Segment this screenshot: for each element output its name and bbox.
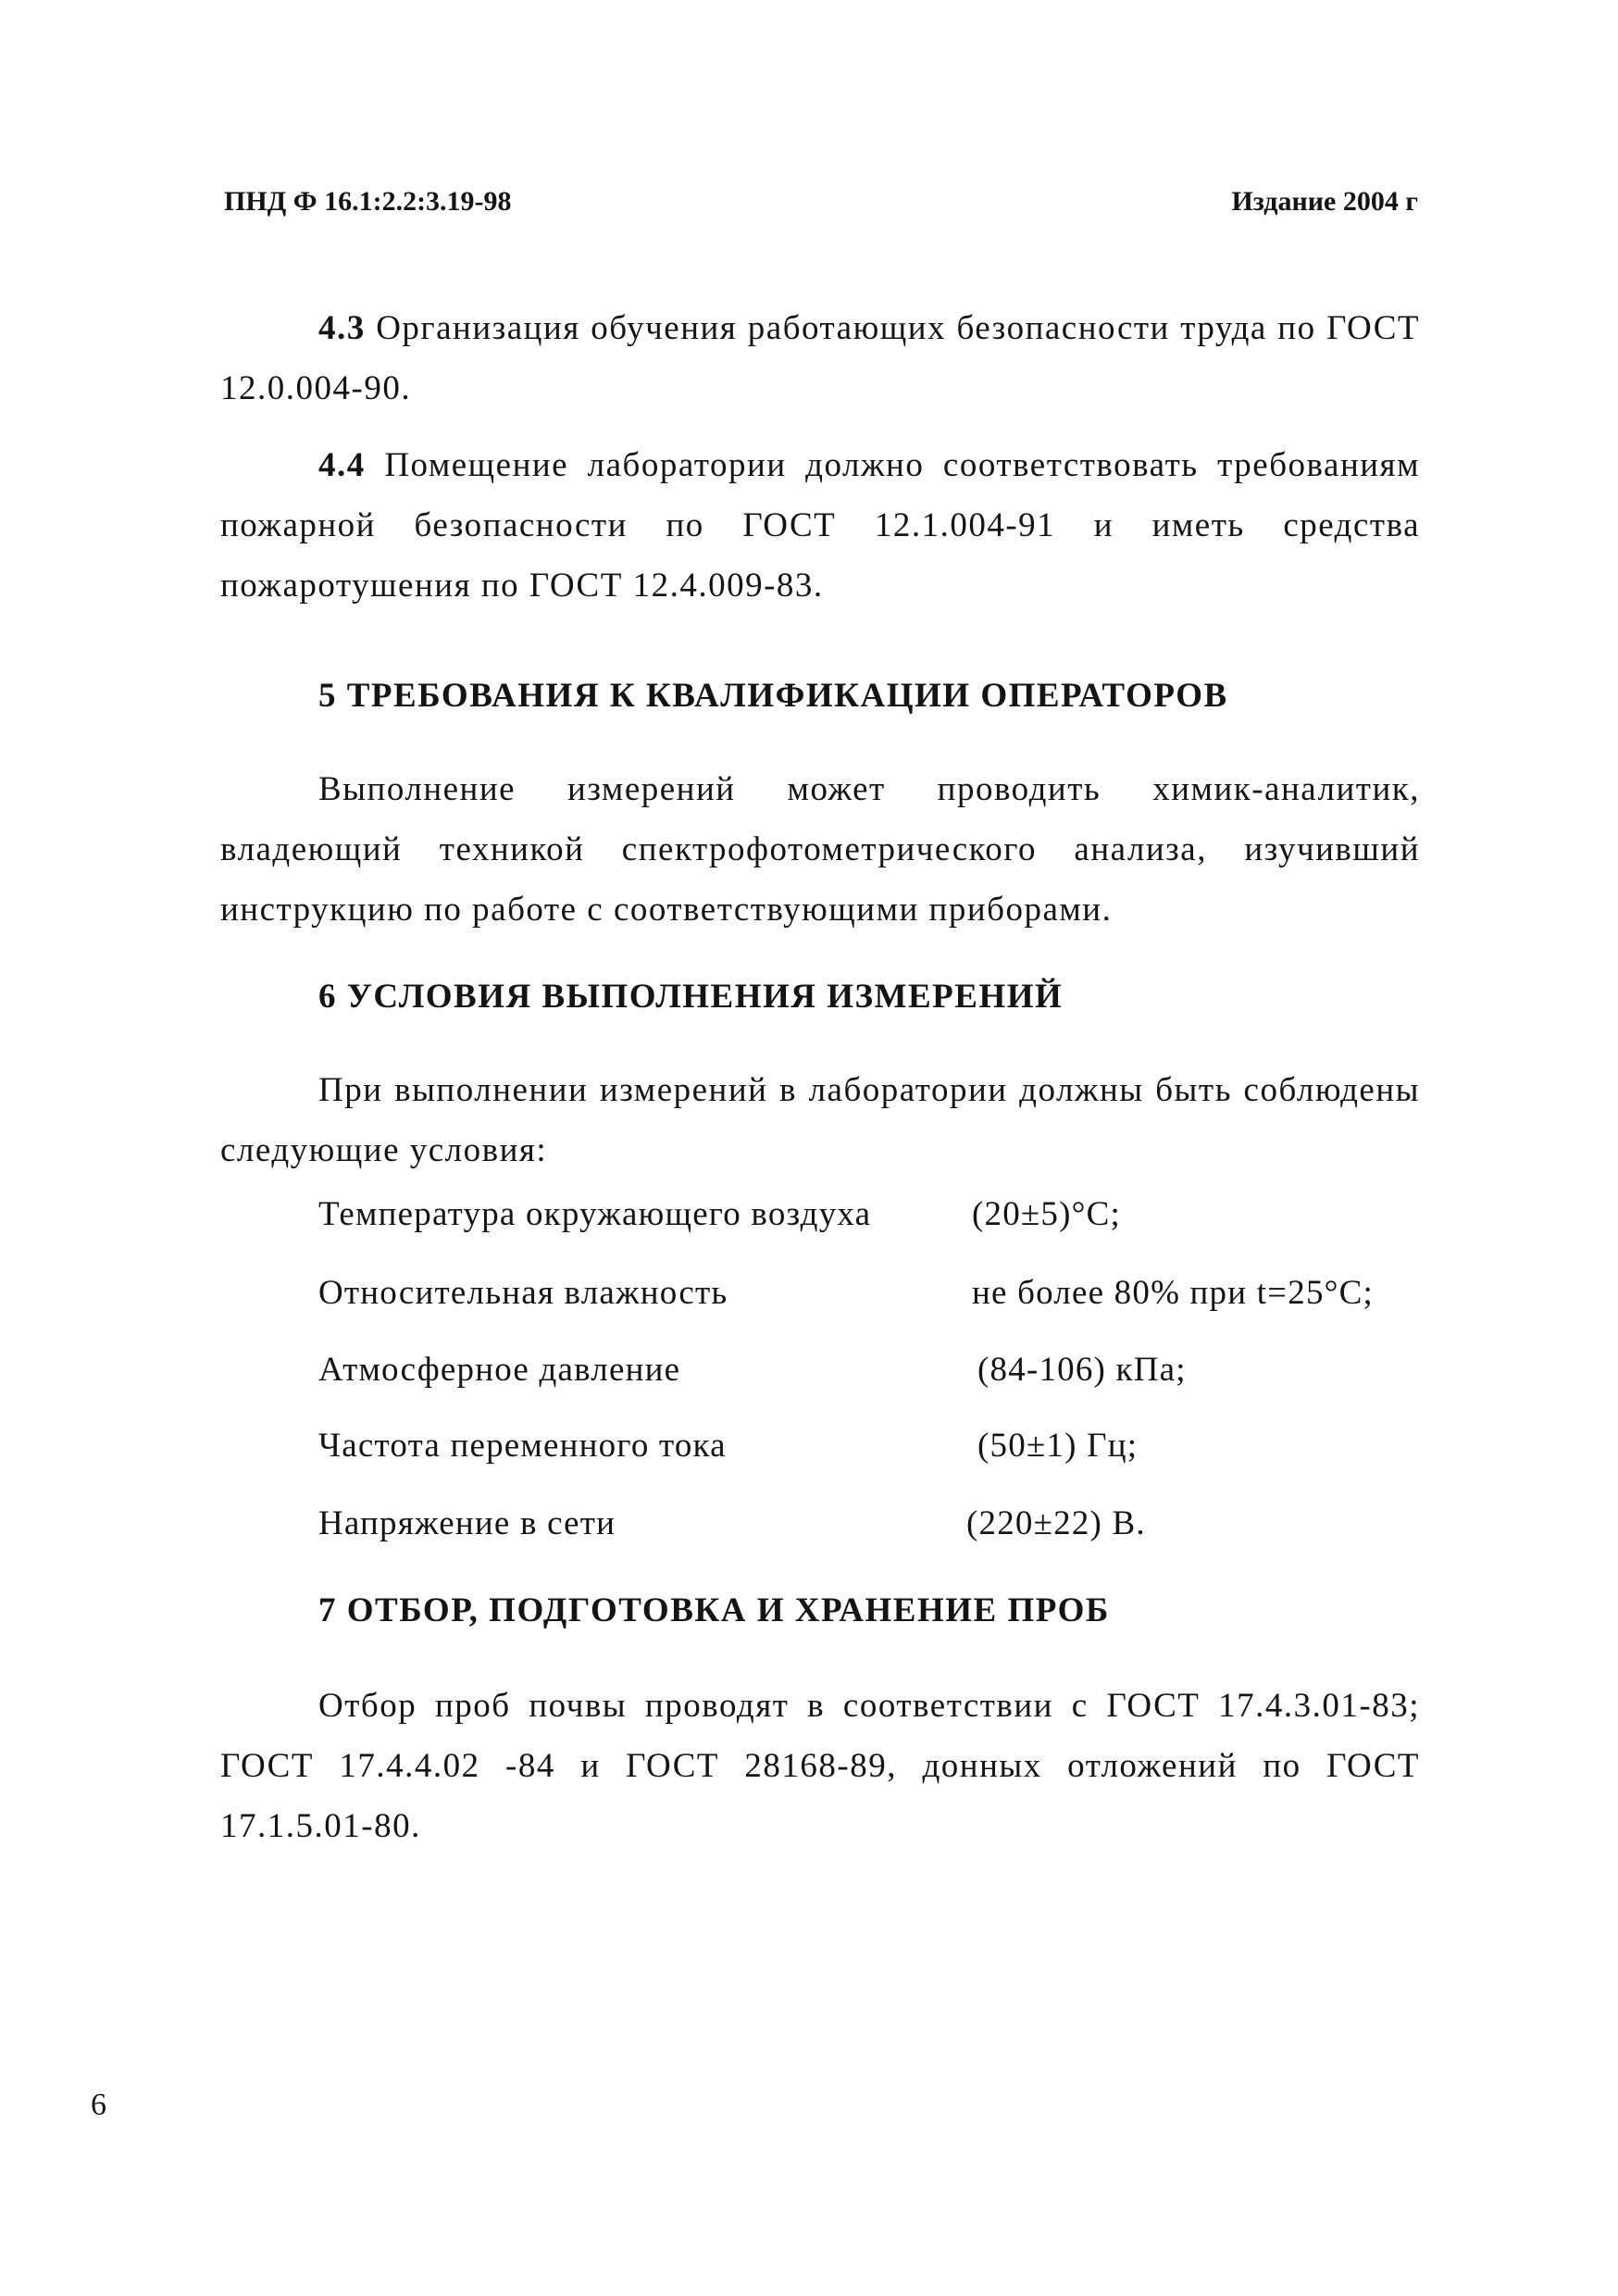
condition-value: (20±5)°С;: [972, 1195, 1122, 1233]
section-6-heading: 6 УСЛОВИЯ ВЫПОЛНЕНИЯ ИЗМЕРЕНИЙ: [318, 978, 1064, 1016]
condition-value: (84-106) кПа;: [977, 1351, 1187, 1389]
paragraph-text: Выполнение измерений может проводить химик-аналитик, владеющий техникой спектрофотометрического анализа, изучивший инструкцию по работе с соответствующими приборами.: [220, 770, 1420, 929]
clause-number: 4.3: [318, 309, 366, 347]
section-5-paragraph: [220, 759, 1420, 940]
page-number: 6: [91, 2088, 106, 2122]
paragraph-4-3: [220, 298, 1420, 418]
condition-label: Напряжение в сети: [318, 1504, 616, 1542]
condition-value: не более 80% при t=25°С;: [972, 1274, 1374, 1312]
condition-label: Температура окружающего воздуха: [318, 1195, 872, 1233]
condition-label: Атмосферное давление: [318, 1351, 681, 1389]
section-5-heading: 5 ТРЕБОВАНИЯ К КВАЛИФИКАЦИИ ОПЕРАТОРОВ: [318, 677, 1228, 715]
paragraph-text: При выполнении измерений в лаборатории должны быть соблюдены следующие условия:: [220, 1071, 1420, 1169]
condition-label: Относительная влажность: [318, 1274, 728, 1312]
condition-value: (50±1) Гц;: [977, 1427, 1139, 1465]
section-7-paragraph: [220, 1676, 1420, 1856]
condition-value: (220±22) В.: [966, 1504, 1146, 1542]
section-6-intro: [220, 1060, 1420, 1180]
condition-label: Частота переменного тока: [318, 1427, 727, 1465]
clause-number: 4.4: [318, 446, 366, 484]
section-7-heading: 7 ОТБОР, ПОДГОТОВКА И ХРАНЕНИЕ ПРОБ: [318, 1591, 1110, 1629]
doc-code: ПНД Ф 16.1:2.2:3.19-98: [224, 186, 512, 217]
paragraph-text: Помещение лаборатории должно соответствовать требованиям пожарной безопасности по ГОСТ 12.1.004-91 и иметь средства пожаротушения по ГОСТ 12.4.009-83.: [220, 446, 1420, 605]
paragraph-4-4: [220, 435, 1420, 616]
paragraph-text: Отбор проб почвы проводят в соответствии с ГОСТ 17.4.3.01-83; ГОСТ 17.4.4.02 -84 и ГОСТ 28168-89, донных отложений по ГОСТ 17.1.5.01-80.: [220, 1687, 1420, 1845]
edition-label: Издание 2004 г: [1231, 186, 1418, 217]
paragraph-text: Организация обучения работающих безопасности труда по ГОСТ 12.0.004-90.: [220, 309, 1420, 407]
